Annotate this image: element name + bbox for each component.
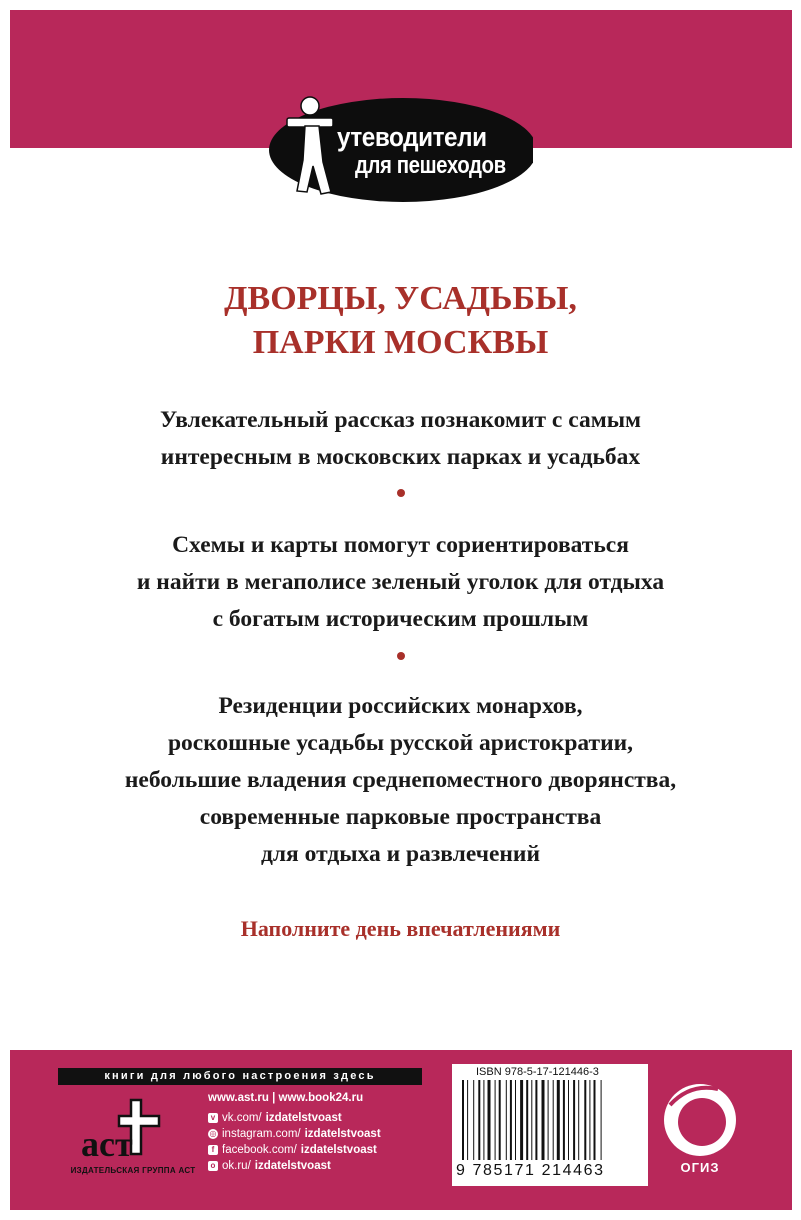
book-title-line-2: ПАРКИ МОСКВЫ — [252, 324, 549, 361]
social-link-handle: izdatelstvoast — [300, 1144, 377, 1156]
barcode-bar — [584, 1080, 586, 1160]
barcode-bar — [515, 1080, 516, 1160]
instagram-icon: ◎ — [209, 1129, 217, 1138]
barcode-bar — [510, 1080, 512, 1160]
barcode-bar — [499, 1080, 501, 1160]
blurb-p1-line-1: Увлекательный рассказ познакомит с самым — [159, 407, 642, 433]
odnoklassniki-icon: o — [208, 1161, 218, 1171]
social-link-handle: izdatelstvoast — [265, 1112, 342, 1124]
blurb-p3-line-4: современные парковые пространства — [199, 804, 602, 830]
separator-dot — [397, 652, 405, 660]
barcode-bar — [557, 1080, 560, 1160]
ogiz-imprint-name: ОГИЗ — [680, 1160, 720, 1175]
barcode-bar — [601, 1080, 602, 1160]
barcode-bar — [589, 1080, 590, 1160]
social-link-instagram[interactable] — [208, 1126, 448, 1142]
ast-logo — [75, 1094, 175, 1164]
barcode-bar — [467, 1080, 468, 1160]
publisher-name: ИЗДАТЕЛЬСКАЯ ГРУППА АСТ — [70, 1166, 196, 1175]
barcode-bar — [578, 1080, 579, 1160]
ean-number: 9 785171 214463 — [456, 1162, 605, 1179]
barcode-bar — [495, 1080, 496, 1160]
barcode-bar — [573, 1080, 575, 1160]
social-link-vk[interactable] — [208, 1110, 448, 1126]
social-link-facebook[interactable] — [208, 1142, 448, 1158]
social-link-handle: izdatelstvoast — [304, 1128, 381, 1140]
barcode-bar — [488, 1080, 491, 1160]
series-logo — [265, 92, 533, 204]
barcode-bar — [535, 1080, 537, 1160]
barcode-bar — [462, 1080, 464, 1160]
blurb-p3-line-1: Резиденции российских монархов, — [218, 693, 583, 719]
barcode-bar — [473, 1080, 474, 1160]
ast-logo-text: аст — [81, 1124, 133, 1164]
blurb-p3-line-2: роскошные усадьбы русской аристократии, — [167, 730, 634, 756]
barcode-panel — [452, 1064, 648, 1186]
social-link-prefix: instagram.com/ — [222, 1128, 301, 1140]
barcode — [460, 1080, 640, 1164]
blurb-p3-line-5: для отдыха и развлечений — [260, 841, 541, 867]
tagline: Наполните день впечатлениями — [240, 916, 561, 941]
barcode-bar — [520, 1080, 523, 1160]
social-link-odnoklassniki[interactable] — [208, 1158, 448, 1174]
blurb-p1-line-2: интересным в московских парках и усадьбах — [160, 444, 641, 470]
publisher-websites[interactable]: www.ast.ru | www.book24.ru — [208, 1092, 364, 1104]
barcode-bar — [478, 1080, 480, 1160]
barcode-bar — [542, 1080, 545, 1160]
series-logo-subtitle: для пешеходов — [355, 152, 506, 179]
social-link-prefix: vk.com/ — [222, 1112, 262, 1124]
blurb-p3-line-3: небольшие владения среднепоместного дворянства, — [124, 767, 677, 793]
blurb-p2-line-2: и найти в мегаполисе зеленый уголок для отдыха — [136, 569, 665, 595]
book-title-line-1: ДВОРЦЫ, УСАДЬБЫ, — [224, 280, 577, 317]
barcode-bar — [553, 1080, 554, 1160]
series-logo-title: утеводители — [337, 122, 487, 152]
separator-dot — [397, 489, 405, 497]
social-link-prefix: ok.ru/ — [222, 1160, 251, 1172]
social-link-handle: izdatelstvoast — [254, 1160, 331, 1172]
vk-icon: v — [208, 1113, 218, 1123]
isbn-number: ISBN 978-5-17-121446-3 — [476, 1066, 599, 1078]
barcode-bar — [594, 1080, 596, 1160]
barcode-bar — [563, 1080, 565, 1160]
barcode-bar — [506, 1080, 507, 1160]
barcode-bar — [548, 1080, 549, 1160]
barcode-bar — [526, 1080, 528, 1160]
barcode-bar — [568, 1080, 569, 1160]
publisher-slogan: книги для любого настроения здесь — [58, 1068, 422, 1085]
facebook-icon: f — [208, 1145, 218, 1155]
social-link-prefix: facebook.com/ — [222, 1144, 297, 1156]
barcode-bar — [483, 1080, 484, 1160]
blurb-p2-line-1: Схемы и карты помогут сориентироваться — [172, 532, 629, 558]
barcode-bar — [531, 1080, 532, 1160]
blurb-p2-line-3: с богатым историческим прошлым — [212, 606, 589, 632]
publisher-links — [208, 1090, 448, 1174]
